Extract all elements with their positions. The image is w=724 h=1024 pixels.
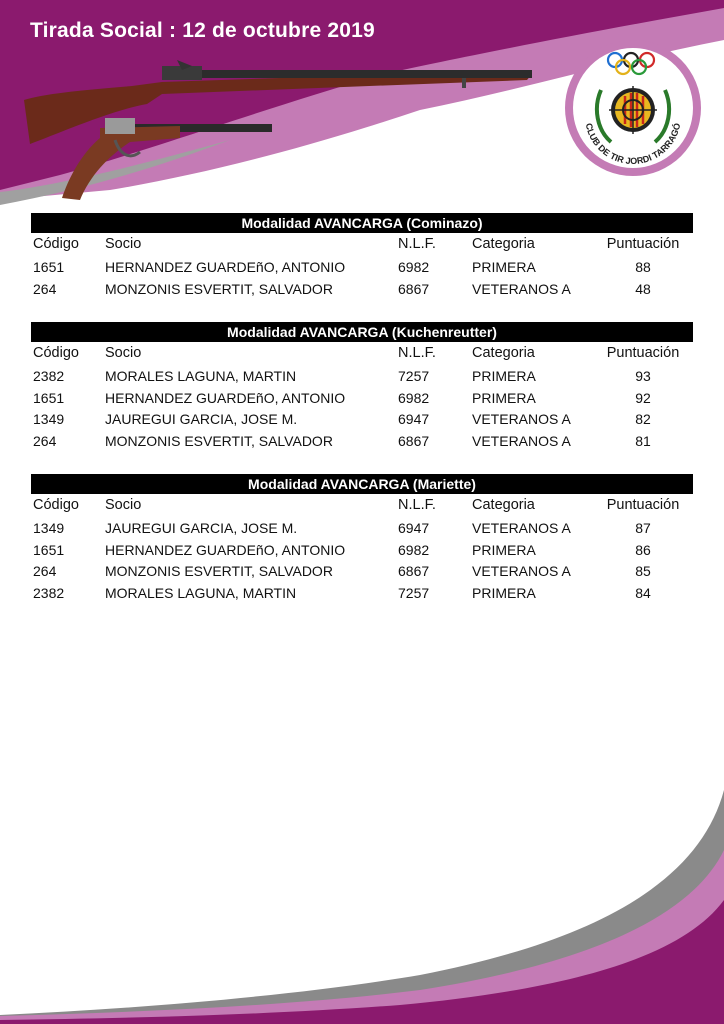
col-nlf: N.L.F. [398, 497, 436, 513]
cell-categoria: VETERANOS A [472, 432, 571, 449]
col-puntuacion: Puntuación [606, 236, 680, 252]
table-row [31, 430, 693, 452]
cell-categoria: VETERANOS A [472, 563, 571, 579]
cell-codigo: 1651 [33, 389, 65, 406]
cell-puntuacion: 81 [635, 432, 651, 449]
cell-nlf: 6947 [398, 411, 430, 427]
cell-nlf: 6867 [398, 563, 430, 579]
table-header [31, 233, 693, 256]
section-cominazo [31, 213, 693, 299]
cell-categoria: PRIMERA [472, 259, 536, 275]
table-row [31, 408, 693, 430]
club-logo [563, 38, 703, 178]
section-title: Modalidad AVANCARGA (Mariette) [31, 474, 693, 494]
table-row [31, 387, 693, 409]
cell-nlf: 6947 [398, 520, 430, 536]
cell-socio: MONZONIS ESVERTIT, SALVADOR [105, 280, 333, 297]
cell-socio: MONZONIS ESVERTIT, SALVADOR [105, 563, 333, 579]
cell-socio: HERNANDEZ GUARDEñO, ANTONIO [105, 541, 346, 558]
cell-categoria: VETERANOS A [472, 280, 571, 297]
col-puntuacion: Puntuación [606, 345, 680, 361]
page-title: Tirada Social : 12 de octubre 2019 [30, 19, 375, 42]
cell-codigo: 264 [33, 432, 57, 449]
table-row [31, 365, 693, 387]
cell-codigo: 264 [33, 280, 57, 297]
cell-codigo: 2382 [33, 368, 65, 384]
col-nlf: N.L.F. [398, 345, 436, 361]
col-categoria: Categoria [472, 345, 535, 361]
col-socio: Socio [105, 497, 142, 513]
cell-nlf: 6867 [398, 432, 430, 449]
cell-codigo: 1651 [33, 259, 65, 275]
table-row [31, 278, 693, 300]
table-row [31, 560, 693, 582]
section-mariette [31, 474, 693, 603]
col-categoria: Categoria [472, 236, 535, 252]
table-header [31, 494, 693, 517]
cell-categoria: PRIMERA [472, 584, 536, 601]
cell-puntuacion: 92 [635, 389, 651, 406]
table-row [31, 582, 693, 604]
cell-puntuacion: 48 [635, 280, 651, 297]
section-kuchenreutter [31, 322, 693, 451]
cell-codigo: 1349 [33, 411, 65, 427]
table-header [31, 342, 693, 365]
cell-categoria: PRIMERA [472, 541, 536, 558]
section-title: Modalidad AVANCARGA (Kuchenreutter) [31, 322, 693, 342]
table-row [31, 539, 693, 561]
cell-socio: MORALES LAGUNA, MARTIN [105, 368, 297, 384]
cell-socio: HERNANDEZ GUARDEñO, ANTONIO [105, 389, 346, 406]
col-categoria: Categoria [472, 497, 535, 513]
cell-codigo: 264 [33, 563, 57, 579]
cell-puntuacion: 87 [635, 520, 651, 536]
cell-nlf: 6982 [398, 389, 430, 406]
logo-text: CLUB DE TIR JORDI TARRAGÓ [583, 122, 683, 167]
cell-nlf: 6867 [398, 280, 430, 297]
section-title: Modalidad AVANCARGA (Cominazo) [31, 213, 693, 233]
col-nlf: N.L.F. [398, 236, 436, 252]
cell-nlf: 6982 [398, 541, 430, 558]
cell-puntuacion: 85 [635, 563, 651, 579]
pistol-image [60, 110, 275, 205]
cell-puntuacion: 86 [635, 541, 651, 558]
cell-puntuacion: 88 [635, 259, 651, 275]
cell-puntuacion: 84 [635, 584, 651, 601]
col-puntuacion: Puntuación [606, 497, 680, 513]
cell-categoria: PRIMERA [472, 389, 536, 406]
cell-nlf: 6982 [398, 259, 430, 275]
cell-nlf: 7257 [398, 584, 430, 601]
cell-socio: HERNANDEZ GUARDEñO, ANTONIO [105, 259, 346, 275]
cell-categoria: PRIMERA [472, 368, 536, 384]
cell-categoria: VETERANOS A [472, 411, 571, 427]
col-socio: Socio [105, 345, 142, 361]
cell-codigo: 2382 [33, 584, 65, 601]
cell-socio: JAUREGUI GARCIA, JOSE M. [105, 520, 298, 536]
cell-codigo: 1349 [33, 520, 65, 536]
cell-codigo: 1651 [33, 541, 65, 558]
cell-categoria: VETERANOS A [472, 520, 571, 536]
col-codigo: Código [33, 497, 79, 513]
col-codigo: Código [33, 236, 79, 252]
cell-puntuacion: 82 [635, 411, 651, 427]
table-row [31, 256, 693, 278]
cell-nlf: 7257 [398, 368, 430, 384]
table-row [31, 517, 693, 539]
cell-socio: MONZONIS ESVERTIT, SALVADOR [105, 432, 333, 449]
col-codigo: Código [33, 345, 79, 361]
cell-socio: MORALES LAGUNA, MARTIN [105, 584, 297, 601]
col-socio: Socio [105, 236, 142, 252]
cell-puntuacion: 93 [635, 368, 651, 384]
cell-socio: JAUREGUI GARCIA, JOSE M. [105, 411, 298, 427]
